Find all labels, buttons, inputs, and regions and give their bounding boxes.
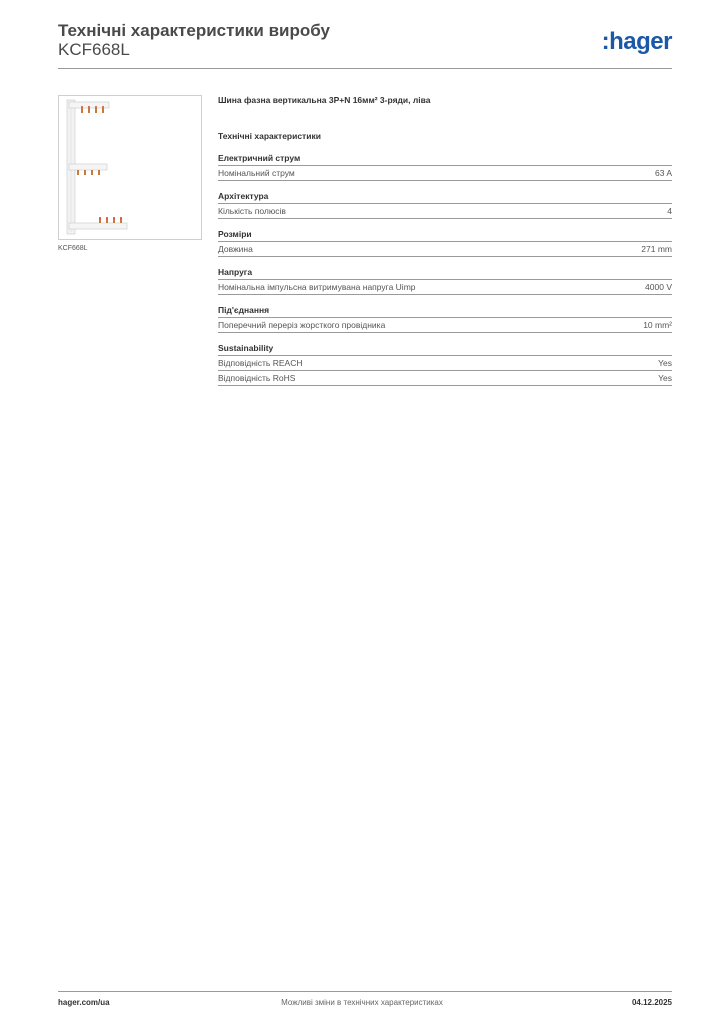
spec-row: [218, 318, 672, 333]
spec-group: [218, 343, 672, 386]
logo-dots: :: [601, 28, 610, 55]
spec-group-title: Архітектура: [218, 191, 672, 204]
spec-row: [218, 166, 672, 181]
spec-row: [218, 371, 672, 386]
logo-text: hager: [609, 28, 672, 55]
footer-website[interactable]: hager.com/ua: [58, 998, 110, 1007]
spec-value: 4: [667, 206, 672, 216]
spec-label: Відповідність REACH: [218, 358, 303, 368]
footer-divider: [58, 991, 672, 992]
spec-row: [218, 242, 672, 257]
spec-group-title: Електричний струм: [218, 153, 672, 166]
spec-value: Yes: [658, 373, 672, 383]
spec-group: [218, 153, 672, 181]
spec-value: 10 mm²: [643, 320, 672, 330]
header-divider: [58, 68, 672, 69]
spec-row: [218, 204, 672, 219]
page-title: Технічні характеристики виробу: [58, 21, 330, 40]
footer-date: 04.12.2025: [631, 998, 672, 1007]
hager-logo: [602, 28, 672, 56]
spec-group-title: Розміри: [218, 229, 672, 242]
spec-group: [218, 229, 672, 257]
spec-label: Відповідність RoHS: [218, 373, 296, 383]
spec-content: [218, 95, 672, 396]
image-caption: KCF668L: [58, 245, 88, 252]
product-image: [58, 95, 202, 240]
spec-group-title: Sustainability: [218, 343, 672, 356]
spec-value: 4000 V: [645, 282, 672, 292]
spec-label: Кількість полюсів: [218, 206, 286, 216]
spec-label: Номінальна імпульсна витримувана напруга Uimp: [218, 282, 416, 292]
spec-groups: [218, 153, 672, 386]
section-title: Технічні характеристики: [218, 131, 321, 141]
spec-value: 271 mm: [641, 244, 672, 254]
spec-label: Довжина: [218, 244, 253, 254]
footer-notice: Можливі зміни в технічних характеристиках: [281, 998, 443, 1007]
spec-label: Номінальний струм: [218, 168, 295, 178]
product-code: KCF668L: [58, 40, 130, 59]
spec-label: Поперечний переріз жорсткого провідника: [218, 320, 386, 330]
spec-value: 63 A: [654, 168, 672, 178]
product-title: Шина фазна вертикальна 3P+N 16мм² 3-ряди, ліва: [218, 95, 431, 105]
spec-row: [218, 356, 672, 371]
spec-group-title: Під'єднання: [218, 305, 672, 318]
spec-group: [218, 305, 672, 333]
spec-group: [218, 267, 672, 295]
spec-group-title: Напруга: [218, 267, 672, 280]
spec-row: [218, 280, 672, 295]
spec-group: [218, 191, 672, 219]
spec-value: Yes: [658, 358, 672, 368]
busbar-icon: [59, 96, 201, 239]
